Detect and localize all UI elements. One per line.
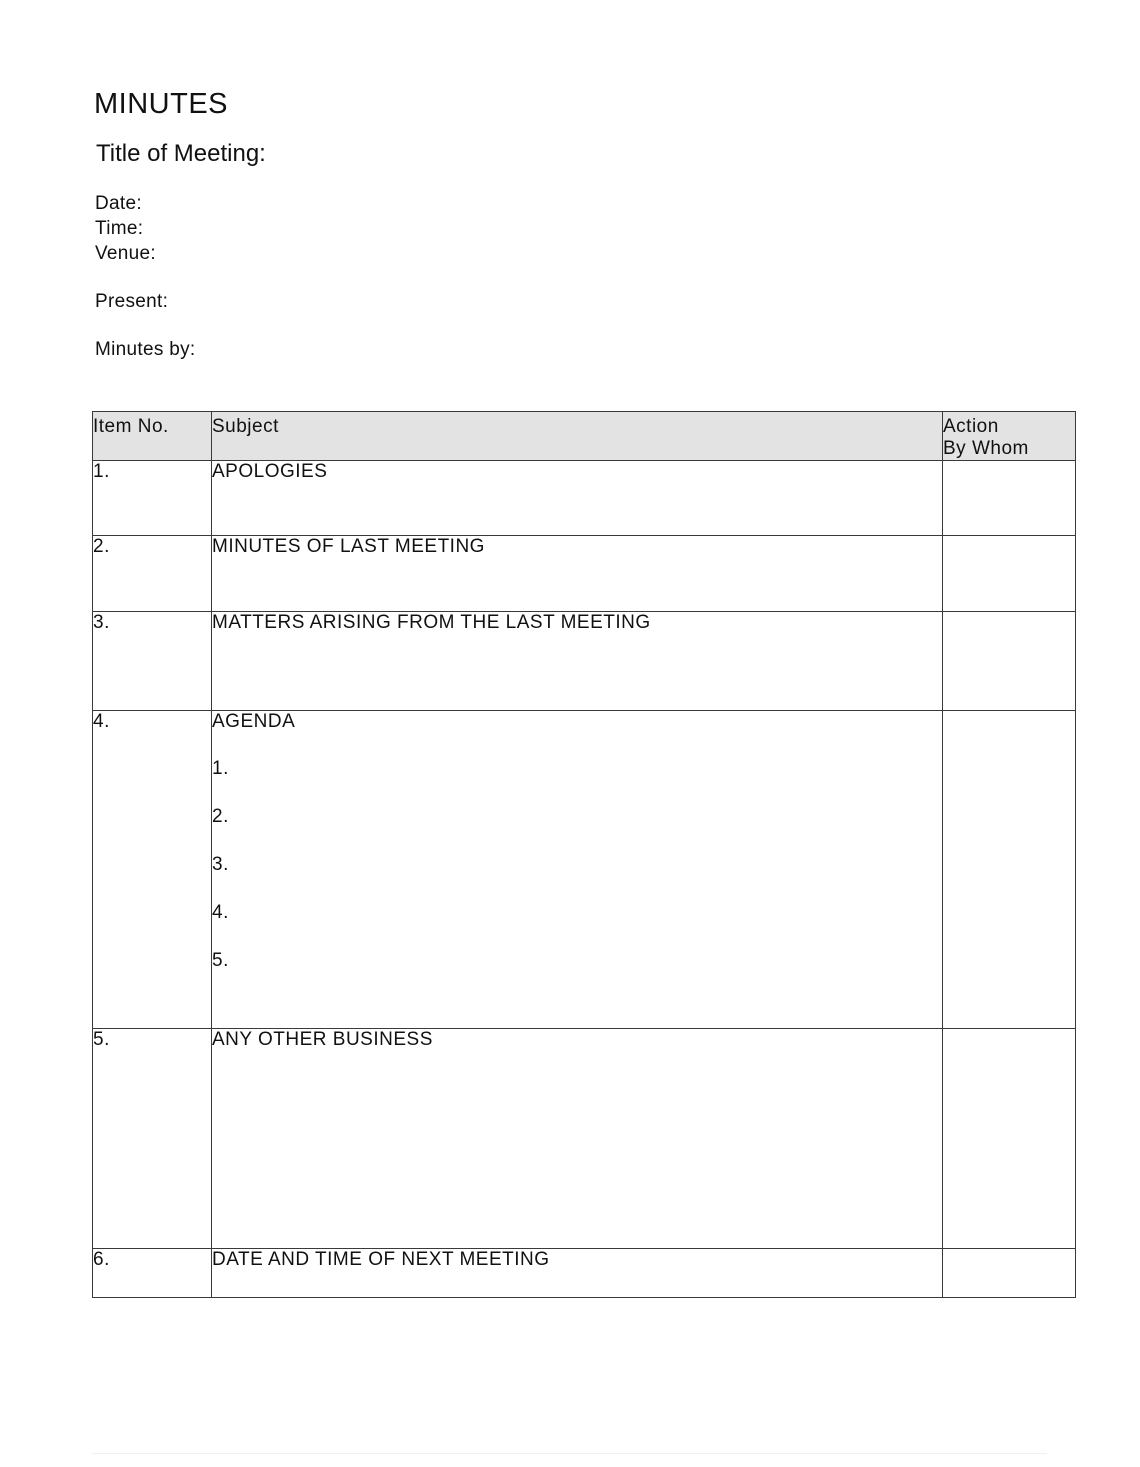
item-subject: MATTERS ARISING FROM THE LAST MEETING	[212, 612, 943, 711]
action-cell[interactable]	[943, 461, 1076, 536]
agenda-subitem: 3.	[212, 854, 229, 875]
venue-label: Venue:	[95, 243, 156, 264]
header-item-no: Item No.	[93, 412, 212, 461]
action-cell[interactable]	[943, 1029, 1076, 1249]
present-label: Present:	[95, 291, 169, 312]
table-row	[93, 536, 1076, 612]
agenda-subitem: 4.	[212, 902, 229, 923]
action-cell[interactable]	[943, 612, 1076, 711]
item-number: 6.	[93, 1249, 212, 1298]
agenda-cell	[212, 711, 943, 1029]
item-subject: ANY OTHER BUSINESS	[212, 1029, 943, 1249]
table-row	[93, 612, 1076, 711]
meeting-title-label: Title of Meeting:	[96, 140, 266, 167]
table-row	[93, 461, 1076, 536]
minutes-by-label: Minutes by:	[95, 339, 196, 360]
header-action-line1: Action	[943, 416, 999, 437]
header-subject: Subject	[212, 412, 943, 461]
action-cell[interactable]	[943, 536, 1076, 612]
table-header-row	[93, 412, 1076, 461]
item-subject: DATE AND TIME OF NEXT MEETING	[212, 1249, 943, 1298]
item-number: 4.	[93, 711, 212, 1029]
agenda-subitem: 5.	[212, 950, 229, 971]
item-number: 1.	[93, 461, 212, 536]
item-number: 5.	[93, 1029, 212, 1249]
agenda-subitem: 1.	[212, 758, 229, 779]
item-subject: APOLOGIES	[212, 461, 943, 536]
item-subject: MINUTES OF LAST MEETING	[212, 536, 943, 612]
footer-divider	[92, 1453, 1047, 1454]
action-cell[interactable]	[943, 1249, 1076, 1298]
table-row	[93, 1249, 1076, 1298]
minutes-table	[92, 411, 1076, 1298]
table-row	[93, 711, 1076, 1029]
table-row	[93, 1029, 1076, 1249]
agenda-subitem: 2.	[212, 806, 229, 827]
action-cell[interactable]	[943, 711, 1076, 1029]
item-number: 2.	[93, 536, 212, 612]
item-number: 3.	[93, 612, 212, 711]
date-label: Date:	[95, 193, 142, 214]
document-title: MINUTES	[94, 88, 228, 120]
header-action-by-whom	[943, 412, 1076, 461]
time-label: Time:	[95, 218, 144, 239]
header-action-line2: By Whom	[943, 438, 1029, 459]
item-subject: AGENDA	[212, 711, 296, 732]
